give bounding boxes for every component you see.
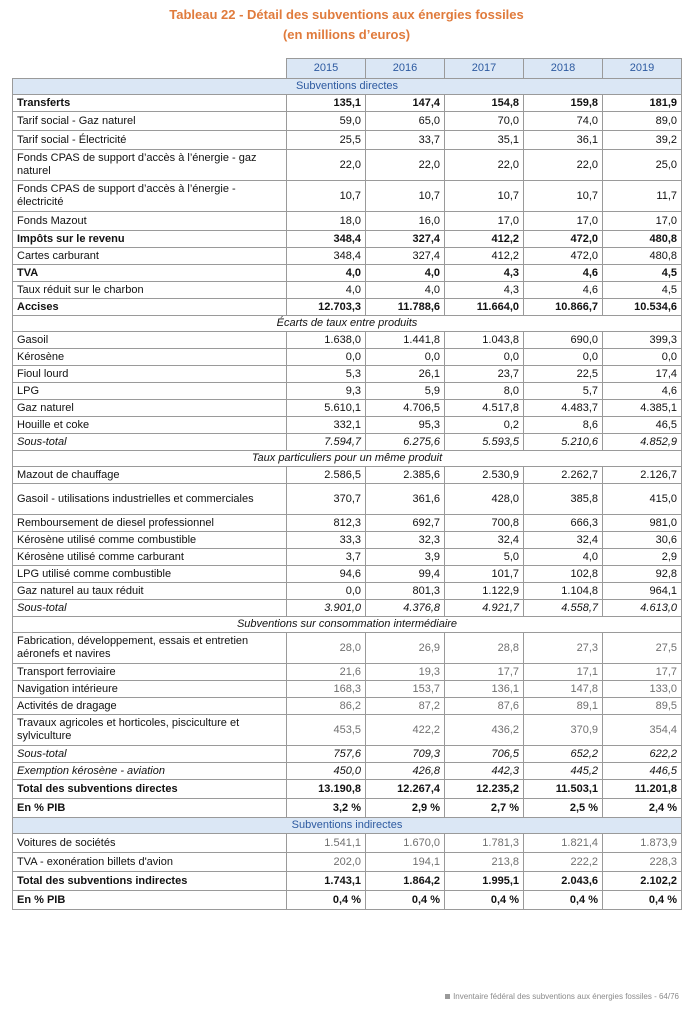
row-label: Cartes carburant [13,248,287,265]
value-cell-2015: 13.190,8 [287,780,366,799]
row-label: Fonds Mazout [13,212,287,231]
row-label: Kérosène utilisé comme carburant [13,549,287,566]
value-cell-2018: 690,0 [524,332,603,349]
value-cell-2015: 4,0 [287,282,366,299]
row-label: Fabrication, développement, essais et entretien aéronefs et navires [13,633,287,664]
value-cell-2019: 4.613,0 [603,600,682,617]
section-header-row [13,79,682,95]
row-label: Houille et coke [13,417,287,434]
value-cell-2019: 1.873,9 [603,834,682,853]
value-cell-2018: 32,4 [524,532,603,549]
value-cell-2015: 348,4 [287,248,366,265]
value-cell-2015: 10,7 [287,181,366,212]
value-cell-2019: 964,1 [603,583,682,600]
value-cell-2016: 26,1 [366,366,445,383]
section-header: Subventions sur consommation intermédiaire [13,617,682,633]
value-cell-2019: 92,8 [603,566,682,583]
value-cell-2018: 10.866,7 [524,299,603,316]
value-cell-2017: 1.122,9 [445,583,524,600]
row-label: Sous-total [13,600,287,617]
table-row [13,566,682,583]
year-header: 2018 [524,59,603,79]
row-label: Transport ferroviaire [13,664,287,681]
value-cell-2017: 17,0 [445,212,524,231]
subsection-header-row [13,451,682,467]
value-cell-2017: 101,7 [445,566,524,583]
value-cell-2017: 2,7 % [445,799,524,818]
value-cell-2016: 801,3 [366,583,445,600]
value-cell-2017: 22,0 [445,150,524,181]
value-cell-2019: 133,0 [603,681,682,698]
value-cell-2017: 2.530,9 [445,467,524,484]
value-cell-2015: 5.610,1 [287,400,366,417]
value-cell-2015: 135,1 [287,95,366,112]
value-cell-2019: 399,3 [603,332,682,349]
value-cell-2019: 480,8 [603,231,682,248]
value-cell-2016: 327,4 [366,231,445,248]
table-row [13,698,682,715]
value-cell-2017: 0,2 [445,417,524,434]
value-cell-2017: 0,4 % [445,891,524,910]
table-row [13,853,682,872]
value-cell-2019: 2,4 % [603,799,682,818]
value-cell-2016: 361,6 [366,484,445,515]
value-cell-2019: 27,5 [603,633,682,664]
table-row [13,112,682,131]
value-cell-2018: 2.043,6 [524,872,603,891]
footer-text: Inventaire fédéral des subventions aux énergies fossiles - 64/76 [453,992,679,1001]
value-cell-2015: 812,3 [287,515,366,532]
value-cell-2015: 9,3 [287,383,366,400]
value-cell-2017: 12.235,2 [445,780,524,799]
value-cell-2016: 95,3 [366,417,445,434]
value-cell-2019: 17,4 [603,366,682,383]
value-cell-2017: 1.995,1 [445,872,524,891]
table-title [0,5,693,45]
value-cell-2015: 370,7 [287,484,366,515]
year-header-row [13,59,682,79]
value-cell-2016: 0,0 [366,349,445,366]
value-cell-2019: 4,6 [603,383,682,400]
value-cell-2019: 354,4 [603,715,682,746]
value-cell-2017: 70,0 [445,112,524,131]
table-row [13,400,682,417]
row-label: En % PIB [13,891,287,910]
year-header: 2015 [287,59,366,79]
value-cell-2017: 412,2 [445,248,524,265]
value-cell-2015: 453,5 [287,715,366,746]
value-cell-2017: 700,8 [445,515,524,532]
row-label: Taux réduit sur le charbon [13,282,287,299]
value-cell-2015: 168,3 [287,681,366,698]
row-label: Accises [13,299,287,316]
value-cell-2018: 652,2 [524,746,603,763]
table-row [13,780,682,799]
row-label: Fioul lourd [13,366,287,383]
value-cell-2015: 7.594,7 [287,434,366,451]
value-cell-2019: 4.385,1 [603,400,682,417]
table-body [13,79,682,910]
value-cell-2019: 2.126,7 [603,467,682,484]
row-label: Remboursement de diesel professionnel [13,515,287,532]
table-row [13,212,682,231]
value-cell-2019: 0,4 % [603,891,682,910]
value-cell-2019: 30,6 [603,532,682,549]
value-cell-2017: 1.043,8 [445,332,524,349]
value-cell-2016: 33,7 [366,131,445,150]
value-cell-2019: 39,2 [603,131,682,150]
value-cell-2016: 422,2 [366,715,445,746]
value-cell-2016: 1.864,2 [366,872,445,891]
value-cell-2018: 472,0 [524,248,603,265]
value-cell-2017: 32,4 [445,532,524,549]
header-blank-cell [13,59,287,79]
value-cell-2015: 3,7 [287,549,366,566]
value-cell-2019: 622,2 [603,746,682,763]
value-cell-2018: 5,7 [524,383,603,400]
table-row [13,417,682,434]
row-label: Exemption kérosène - aviation [13,763,287,780]
value-cell-2015: 28,0 [287,633,366,664]
value-cell-2015: 2.586,5 [287,467,366,484]
value-cell-2016: 194,1 [366,853,445,872]
row-label: Kérosène [13,349,287,366]
value-cell-2019: 11,7 [603,181,682,212]
value-cell-2019: 89,5 [603,698,682,715]
table-row [13,834,682,853]
value-cell-2017: 4,3 [445,282,524,299]
value-cell-2015: 5,3 [287,366,366,383]
value-cell-2016: 3,9 [366,549,445,566]
value-cell-2019: 0,0 [603,349,682,366]
value-cell-2018: 4,0 [524,549,603,566]
value-cell-2015: 450,0 [287,763,366,780]
value-cell-2015: 3,2 % [287,799,366,818]
value-cell-2018: 2,5 % [524,799,603,818]
value-cell-2018: 445,2 [524,763,603,780]
value-cell-2018: 2.262,7 [524,467,603,484]
value-cell-2017: 17,7 [445,664,524,681]
row-label: Tarif social - Gaz naturel [13,112,287,131]
value-cell-2019: 4.852,9 [603,434,682,451]
value-cell-2015: 1.743,1 [287,872,366,891]
row-label: Fonds CPAS de support d’accès à l’énergie - gaz naturel [13,150,287,181]
value-cell-2016: 147,4 [366,95,445,112]
table-row [13,746,682,763]
value-cell-2018: 385,8 [524,484,603,515]
value-cell-2018: 36,1 [524,131,603,150]
value-cell-2018: 102,8 [524,566,603,583]
value-cell-2018: 17,0 [524,212,603,231]
table-row [13,549,682,566]
value-cell-2015: 21,6 [287,664,366,681]
table-row [13,891,682,910]
value-cell-2019: 11.201,8 [603,780,682,799]
value-cell-2016: 12.267,4 [366,780,445,799]
value-cell-2017: 1.781,3 [445,834,524,853]
value-cell-2016: 5,9 [366,383,445,400]
row-label: LPG utilisé comme combustible [13,566,287,583]
table-row [13,664,682,681]
table-row [13,434,682,451]
value-cell-2017: 442,3 [445,763,524,780]
value-cell-2017: 706,5 [445,746,524,763]
value-cell-2016: 4.706,5 [366,400,445,417]
row-label: Transferts [13,95,287,112]
value-cell-2016: 1.670,0 [366,834,445,853]
value-cell-2018: 1.104,8 [524,583,603,600]
subsection-header-row [13,617,682,633]
value-cell-2016: 327,4 [366,248,445,265]
value-cell-2018: 8,6 [524,417,603,434]
value-cell-2019: 89,0 [603,112,682,131]
table-row [13,600,682,617]
table-title-line1: Tableau 22 - Détail des subventions aux énergies fossiles [169,7,524,22]
value-cell-2018: 4.483,7 [524,400,603,417]
value-cell-2018: 5.210,6 [524,434,603,451]
row-label: TVA - exonération billets d'avion [13,853,287,872]
value-cell-2016: 65,0 [366,112,445,131]
value-cell-2016: 87,2 [366,698,445,715]
table-row [13,715,682,746]
table-row [13,131,682,150]
value-cell-2015: 86,2 [287,698,366,715]
value-cell-2017: 428,0 [445,484,524,515]
row-label: Mazout de chauffage [13,467,287,484]
value-cell-2017: 154,8 [445,95,524,112]
table-row [13,332,682,349]
row-label: Navigation intérieure [13,681,287,698]
row-label: Tarif social - Électricité [13,131,287,150]
value-cell-2015: 12.703,3 [287,299,366,316]
value-cell-2019: 4,5 [603,265,682,282]
value-cell-2019: 480,8 [603,248,682,265]
page-footer [445,992,679,1001]
value-cell-2015: 1.541,1 [287,834,366,853]
section-header-row [13,818,682,834]
row-label: Gasoil - utilisations industrielles et commerciales [13,484,287,515]
value-cell-2018: 11.503,1 [524,780,603,799]
table-row [13,349,682,366]
value-cell-2016: 0,4 % [366,891,445,910]
table-row [13,484,682,515]
value-cell-2016: 426,8 [366,763,445,780]
value-cell-2017: 5,0 [445,549,524,566]
value-cell-2015: 1.638,0 [287,332,366,349]
value-cell-2015: 3.901,0 [287,600,366,617]
footer-square-icon [445,994,450,999]
table-row [13,95,682,112]
table-row [13,799,682,818]
value-cell-2018: 22,0 [524,150,603,181]
section-header: Subventions indirectes [13,818,682,834]
value-cell-2015: 25,5 [287,131,366,150]
value-cell-2018: 0,4 % [524,891,603,910]
value-cell-2018: 17,1 [524,664,603,681]
value-cell-2017: 436,2 [445,715,524,746]
value-cell-2016: 10,7 [366,181,445,212]
value-cell-2016: 4.376,8 [366,600,445,617]
row-label: Total des subventions directes [13,780,287,799]
value-cell-2019: 446,5 [603,763,682,780]
row-label: TVA [13,265,287,282]
table-title-line2: (en millions d’euros) [282,27,411,42]
table-row [13,467,682,484]
row-label: Gaz naturel [13,400,287,417]
table-row [13,583,682,600]
value-cell-2016: 709,3 [366,746,445,763]
value-cell-2017: 23,7 [445,366,524,383]
table-row [13,231,682,248]
row-label: Impôts sur le revenu [13,231,287,248]
table-row [13,763,682,780]
value-cell-2019: 10.534,6 [603,299,682,316]
value-cell-2019: 17,7 [603,664,682,681]
table-row [13,150,682,181]
value-cell-2019: 25,0 [603,150,682,181]
value-cell-2018: 22,5 [524,366,603,383]
row-label: Travaux agricoles et horticoles, pisciculture et sylviculture [13,715,287,746]
row-label: Activités de dragage [13,698,287,715]
table-row [13,265,682,282]
value-cell-2018: 89,1 [524,698,603,715]
value-cell-2015: 94,6 [287,566,366,583]
value-cell-2017: 35,1 [445,131,524,150]
table-row [13,681,682,698]
row-label: Fonds CPAS de support d’accès à l’énergie - électricité [13,181,287,212]
row-label: Sous-total [13,746,287,763]
row-label: Total des subventions indirectes [13,872,287,891]
value-cell-2015: 348,4 [287,231,366,248]
value-cell-2016: 11.788,6 [366,299,445,316]
row-label: Sous-total [13,434,287,451]
value-cell-2016: 22,0 [366,150,445,181]
value-cell-2017: 4.517,8 [445,400,524,417]
section-header: Subventions directes [13,79,682,95]
value-cell-2018: 4.558,7 [524,600,603,617]
table-row [13,633,682,664]
table-row [13,383,682,400]
year-header: 2017 [445,59,524,79]
value-cell-2017: 4,3 [445,265,524,282]
value-cell-2015: 18,0 [287,212,366,231]
year-header: 2016 [366,59,445,79]
row-label: Gaz naturel au taux réduit [13,583,287,600]
value-cell-2019: 2,9 [603,549,682,566]
value-cell-2016: 153,7 [366,681,445,698]
value-cell-2019: 228,3 [603,853,682,872]
value-cell-2018: 4,6 [524,282,603,299]
row-label: Kérosène utilisé comme combustible [13,532,287,549]
value-cell-2015: 22,0 [287,150,366,181]
value-cell-2017: 10,7 [445,181,524,212]
value-cell-2017: 8,0 [445,383,524,400]
value-cell-2015: 0,4 % [287,891,366,910]
value-cell-2016: 4,0 [366,265,445,282]
value-cell-2017: 87,6 [445,698,524,715]
value-cell-2016: 692,7 [366,515,445,532]
table-row [13,181,682,212]
value-cell-2016: 99,4 [366,566,445,583]
table-row [13,282,682,299]
subsidies-table [12,58,682,910]
value-cell-2016: 2.385,6 [366,467,445,484]
value-cell-2018: 666,3 [524,515,603,532]
value-cell-2018: 222,2 [524,853,603,872]
row-label: En % PIB [13,799,287,818]
value-cell-2016: 2,9 % [366,799,445,818]
value-cell-2015: 0,0 [287,349,366,366]
value-cell-2018: 472,0 [524,231,603,248]
year-header: 2019 [603,59,682,79]
value-cell-2017: 5.593,5 [445,434,524,451]
value-cell-2019: 181,9 [603,95,682,112]
value-cell-2015: 757,6 [287,746,366,763]
value-cell-2018: 0,0 [524,349,603,366]
table-row [13,366,682,383]
value-cell-2016: 16,0 [366,212,445,231]
value-cell-2016: 1.441,8 [366,332,445,349]
table-row [13,299,682,316]
value-cell-2018: 74,0 [524,112,603,131]
row-label: Voitures de sociétés [13,834,287,853]
value-cell-2017: 4.921,7 [445,600,524,617]
value-cell-2015: 332,1 [287,417,366,434]
value-cell-2019: 2.102,2 [603,872,682,891]
subsection-header-row [13,316,682,332]
value-cell-2017: 0,0 [445,349,524,366]
value-cell-2018: 10,7 [524,181,603,212]
table-row [13,532,682,549]
value-cell-2016: 32,3 [366,532,445,549]
section-header: Taux particuliers pour un même produit [13,451,682,467]
value-cell-2018: 147,8 [524,681,603,698]
value-cell-2017: 213,8 [445,853,524,872]
value-cell-2017: 412,2 [445,231,524,248]
value-cell-2018: 370,9 [524,715,603,746]
value-cell-2017: 11.664,0 [445,299,524,316]
value-cell-2015: 59,0 [287,112,366,131]
value-cell-2019: 46,5 [603,417,682,434]
value-cell-2016: 4,0 [366,282,445,299]
table-row [13,248,682,265]
value-cell-2015: 4,0 [287,265,366,282]
table-row [13,872,682,891]
value-cell-2019: 4,5 [603,282,682,299]
section-header: Écarts de taux entre produits [13,316,682,332]
value-cell-2017: 28,8 [445,633,524,664]
value-cell-2018: 4,6 [524,265,603,282]
value-cell-2018: 27,3 [524,633,603,664]
value-cell-2015: 0,0 [287,583,366,600]
value-cell-2015: 202,0 [287,853,366,872]
value-cell-2018: 1.821,4 [524,834,603,853]
value-cell-2016: 19,3 [366,664,445,681]
value-cell-2017: 136,1 [445,681,524,698]
row-label: LPG [13,383,287,400]
value-cell-2016: 26,9 [366,633,445,664]
value-cell-2015: 33,3 [287,532,366,549]
value-cell-2016: 6.275,6 [366,434,445,451]
value-cell-2019: 17,0 [603,212,682,231]
value-cell-2018: 159,8 [524,95,603,112]
value-cell-2019: 415,0 [603,484,682,515]
table-row [13,515,682,532]
value-cell-2019: 981,0 [603,515,682,532]
row-label: Gasoil [13,332,287,349]
